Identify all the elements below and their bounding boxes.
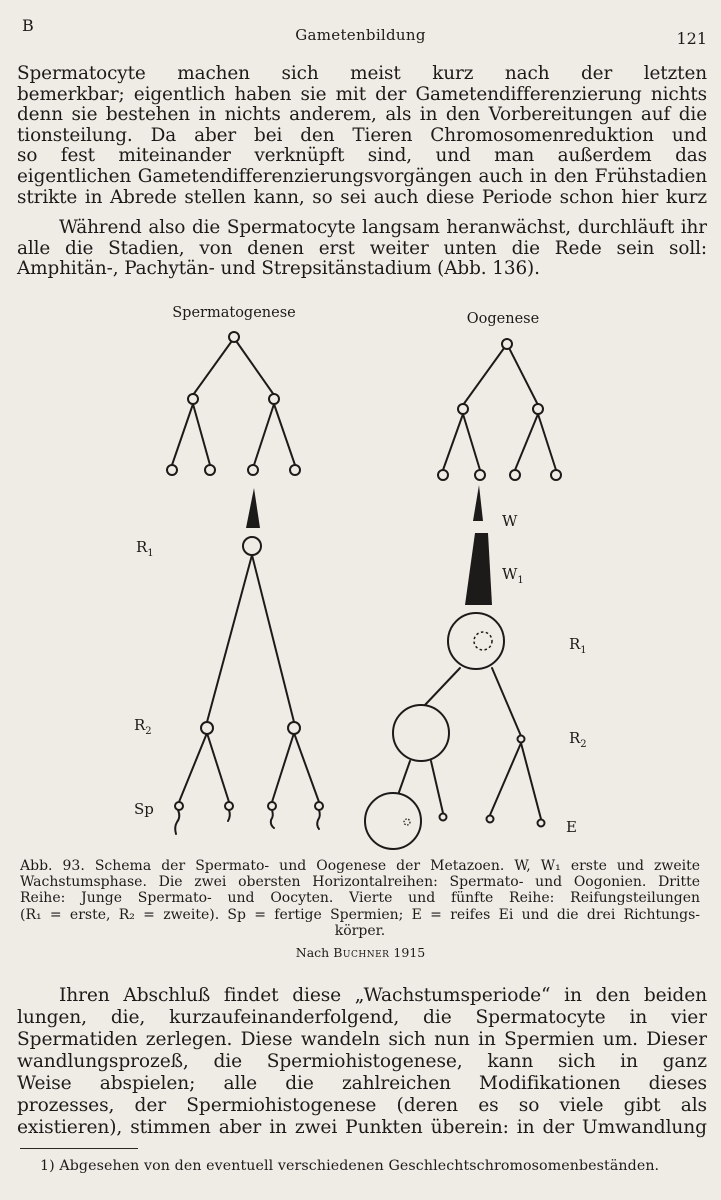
text-line: so fest miteinander verknüpft sind, und man außerdem das: [17, 146, 707, 167]
paragraph-2: [17, 218, 707, 280]
growth-wedge-w1-icon: [465, 533, 492, 605]
gametogenesis-diagram: [0, 292, 721, 852]
oogonium-cell: [502, 339, 512, 349]
text-line: lungen, die, kurzaufeinanderfolgend, die Spermatocyte in vier: [17, 1007, 707, 1028]
growth-wedge-icon: [246, 488, 260, 528]
text-line: bemerkbar; eigentlich haben sie mit der Gametendifferenzierung nichts: [17, 84, 707, 105]
text-line: eigentlichen Gametendifferenzierungsvorgängen auch in den Frühstadien: [17, 166, 707, 187]
text-line: wandlungsprozeß, die Spermiohistogenese, kann sich in ganz: [17, 1051, 707, 1072]
secondary-oocyte-cell: [393, 705, 449, 761]
paragraph-1: [17, 64, 707, 208]
label-e: E: [566, 818, 577, 836]
spermatogonium-cell: [188, 394, 198, 404]
growth-wedge-w-icon: [473, 485, 483, 521]
spermatogonium-cell: [269, 394, 279, 404]
text-line: Spermatiden zerlegen. Diese wandeln sich nun in Spermien um. Dieser: [17, 1029, 707, 1050]
oogonium-cell: [533, 404, 543, 414]
spermium: [175, 802, 183, 810]
caption-line: Wachstumsphase. Die zwei obersten Horizontalreihen: Spermato- und Oogonien. Dritte: [20, 874, 700, 891]
oocyte-cell: [510, 470, 520, 480]
secondary-spermatocyte-cell: [201, 722, 213, 734]
label-w: W: [502, 512, 518, 530]
figure-source: Nach Buchner 1915: [295, 945, 426, 960]
text-line: prozesses, der Spermiohistogenese (deren es so viele gibt als: [17, 1095, 707, 1116]
oocyte-cell: [551, 470, 561, 480]
label-r2-right: $R_2$: [569, 729, 587, 750]
spermatocyte-cell: [167, 465, 177, 475]
footnote: 1) Abgesehen von den eventuell verschiedenen Geschlechtschromosomenbeständen.: [40, 1158, 660, 1174]
text-line: tionsteilung. Da aber bei den Tieren Chromosomenreduktion und: [17, 125, 707, 146]
spermatocyte-cell: [205, 465, 215, 475]
label-sp: Sp: [134, 800, 154, 818]
text-line: alle die Stadien, von denen erst weiter unten die Rede sein soll:: [17, 238, 707, 259]
oogonium-cell: [458, 404, 468, 414]
caption-line: Abb. 93. Schema der Spermato- und Oogenese der Metazoen. W, W₁ erste und zweite: [20, 858, 700, 874]
caption-line: (R₁ = erste, R₂ = zweite). Sp = fertige Spermien; E = reifes Ei und die drei Richtungs-: [20, 906, 700, 923]
spermium: [225, 802, 233, 810]
primary-spermatocyte-cell: [243, 537, 261, 555]
secondary-spermatocyte-cell: [288, 722, 300, 734]
spermium: [315, 802, 323, 810]
polar-body: [518, 736, 525, 743]
figure-caption: [20, 858, 700, 939]
text-line: denn sie bestehen in nichts anderem, als in den Vorbereitungen auf die: [17, 105, 707, 126]
text-line: Weise abspielen; alle die zahlreichen Modifikationen dieses: [17, 1073, 707, 1094]
oocyte-cell: [475, 470, 485, 480]
text-line: Während also die Spermatocyte langsam heranwächst, durchläuft ihr: [59, 218, 707, 238]
footnote-divider: [20, 1148, 138, 1149]
label-w1: $W_1$: [502, 565, 524, 586]
polar-body: [538, 820, 545, 827]
text-line: Ihren Abschluß findet diese „Wachstumsperiode“ in den beiden: [59, 985, 707, 1006]
paragraph-3: [17, 985, 707, 1139]
polar-body: [487, 816, 494, 823]
primary-oocyte-cell: [448, 613, 504, 669]
text-line: existieren), stimmen aber in zwei Punkten überein: in der Umwandlung: [17, 1117, 707, 1138]
spermium: [268, 802, 276, 810]
running-title: Gametenbildung: [295, 26, 426, 44]
label-r2-left: $R_2$: [134, 716, 152, 737]
caption-line: Reihe: Junge Spermato- und Oocyten. Vierte und fünfte Reihe: Reifungsteilungen: [20, 890, 700, 907]
polar-body: [440, 814, 447, 821]
page-number: 121: [676, 29, 707, 48]
caption-line: körper.: [334, 922, 386, 939]
text-line: Amphitän-, Pachytän- und Strepsitänstadium (Abb. 136).: [17, 258, 540, 280]
label-r1-left: $R_1$: [136, 538, 154, 559]
label-r1-right: $R_1$: [569, 635, 587, 656]
mature-egg-cell: [365, 793, 421, 849]
text-line: strikte in Abrede stellen kann, so sei auch diese Periode schon hier kurz: [17, 187, 707, 208]
text-line: Spermatocyte machen sich meist kurz nach der letzten: [17, 64, 707, 84]
spermatocyte-cell: [290, 465, 300, 475]
spermatogonium-cell: [229, 332, 239, 342]
spermatocyte-cell: [248, 465, 258, 475]
signature-mark: B: [22, 16, 34, 35]
spermatogenese-title: Spermatogenese: [172, 305, 296, 321]
oogenese-title: Oogenese: [466, 311, 540, 327]
oocyte-cell: [438, 470, 448, 480]
